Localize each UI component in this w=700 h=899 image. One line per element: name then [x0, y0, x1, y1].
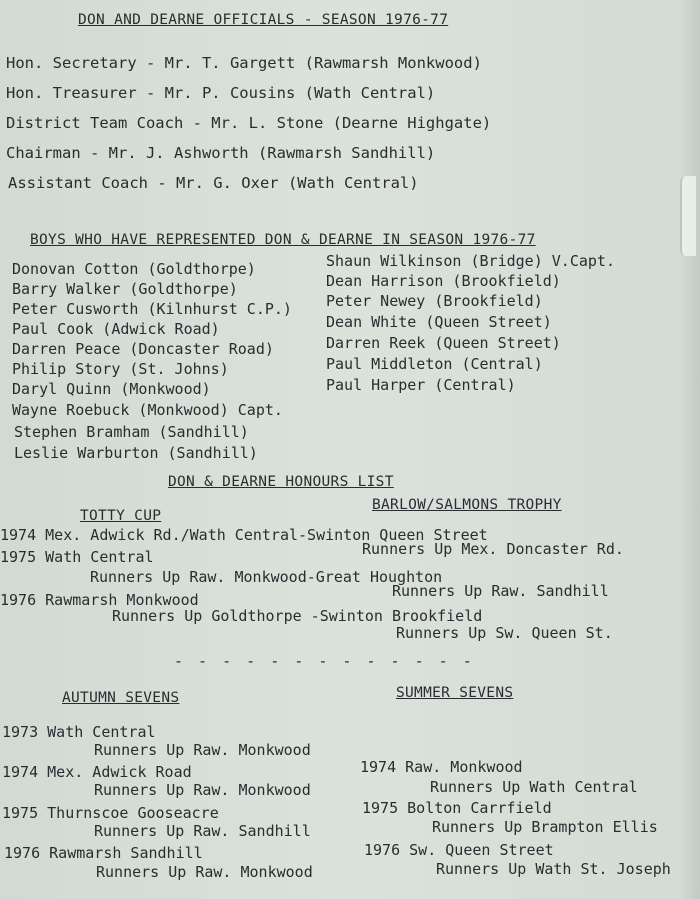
summer-line: Runners Up Brampton Ellis [432, 818, 658, 836]
honours-line: 1975 Wath Central [0, 548, 154, 566]
summer-sevens-heading: SUMMER SEVENS [396, 685, 514, 701]
autumn-line: 1975 Thurnscoe Gooseacre [2, 804, 219, 822]
honours-line: 1976 Rawmarsh Monkwood [0, 591, 199, 609]
summer-line: 1976 Sw. Queen Street [364, 841, 554, 859]
official-line: Chairman - Mr. J. Ashworth (Rawmarsh Sandhill) [6, 144, 436, 162]
official-line: Assistant Coach - Mr. G. Oxer (Wath Central) [8, 174, 419, 192]
autumn-line: Runners Up Raw. Sandhill [94, 822, 311, 840]
player-right: Dean White (Queen Street) [326, 313, 552, 331]
barlow-trophy-heading: BARLOW/SALMONS TROPHY [372, 497, 562, 513]
honours-line: Runners Up Sw. Queen St. [396, 624, 613, 642]
player-right: Peter Newey (Brookfield) [326, 292, 543, 310]
summer-line: Runners Up Wath St. Joseph [436, 860, 671, 878]
player-right: Paul Middleton (Central) [326, 355, 543, 373]
player-left: Philip Story (St. Johns) [12, 360, 229, 378]
staple-notch [680, 176, 696, 256]
player-left: Donovan Cotton (Goldthorpe) [12, 260, 256, 278]
official-line: District Team Coach - Mr. L. Stone (Dearne Highgate) [6, 114, 492, 132]
autumn-line: 1976 Rawmarsh Sandhill [4, 844, 203, 862]
player-left: Barry Walker (Goldthorpe) [12, 280, 238, 298]
player-right: Paul Harper (Central) [326, 376, 516, 394]
summer-line: 1975 Bolton Carrfield [362, 799, 552, 817]
player-left: Wayne Roebuck (Monkwood) Capt. [12, 401, 283, 419]
autumn-sevens-heading: AUTUMN SEVENS [62, 690, 180, 706]
autumn-line: 1974 Mex. Adwick Road [2, 763, 192, 781]
honours-line: Runners Up Raw. Monkwood-Great Houghton [90, 568, 443, 586]
player-right: Shaun Wilkinson (Bridge) V.Capt. [326, 252, 615, 270]
page-edge-shadow [680, 0, 700, 899]
player-right: Darren Reek (Queen Street) [326, 334, 561, 352]
official-line: Hon. Secretary - Mr. T. Gargett (Rawmarsh Monkwood) [6, 54, 482, 72]
honours-heading: DON & DEARNE HONOURS LIST [168, 474, 394, 490]
autumn-line: Runners Up Raw. Monkwood [96, 863, 313, 881]
honours-line: Runners Up Raw. Sandhill [392, 582, 609, 600]
player-left: Peter Cusworth (Kilnhurst C.P.) [12, 300, 292, 318]
official-line: Hon. Treasurer - Mr. P. Cousins (Wath Central) [6, 84, 436, 102]
player-left: Paul Cook (Adwick Road) [12, 320, 220, 338]
section-divider: - - - - - - - - - - - - - [174, 652, 475, 670]
summer-line: 1974 Raw. Monkwood [360, 758, 523, 776]
boys-heading: BOYS WHO HAVE REPRESENTED DON & DEARNE IN SEASON 1976-77 [30, 232, 536, 248]
officials-heading: DON AND DEARNE OFFICIALS - SEASON 1976-77 [78, 12, 449, 28]
player-left: Stephen Bramham (Sandhill) [14, 423, 249, 441]
totty-cup-heading: TOTTY CUP [80, 508, 162, 524]
honours-line: Runners Up Goldthorpe -Swinton Brookfield [112, 607, 483, 625]
summer-line: Runners Up Wath Central [430, 778, 638, 796]
player-left: Darren Peace (Doncaster Road) [12, 340, 274, 358]
player-left: Leslie Warburton (Sandhill) [14, 444, 258, 462]
autumn-line: 1973 Wath Central [2, 723, 156, 741]
autumn-line: Runners Up Raw. Monkwood [94, 781, 311, 799]
honours-line: Runners Up Mex. Doncaster Rd. [362, 540, 624, 558]
player-right: Dean Harrison (Brookfield) [326, 272, 561, 290]
player-left: Daryl Quinn (Monkwood) [12, 380, 211, 398]
honours-line: 1974 Mex. Adwick Rd./Wath Central-Swinton Queen Street [0, 526, 488, 544]
autumn-line: Runners Up Raw. Monkwood [94, 741, 311, 759]
